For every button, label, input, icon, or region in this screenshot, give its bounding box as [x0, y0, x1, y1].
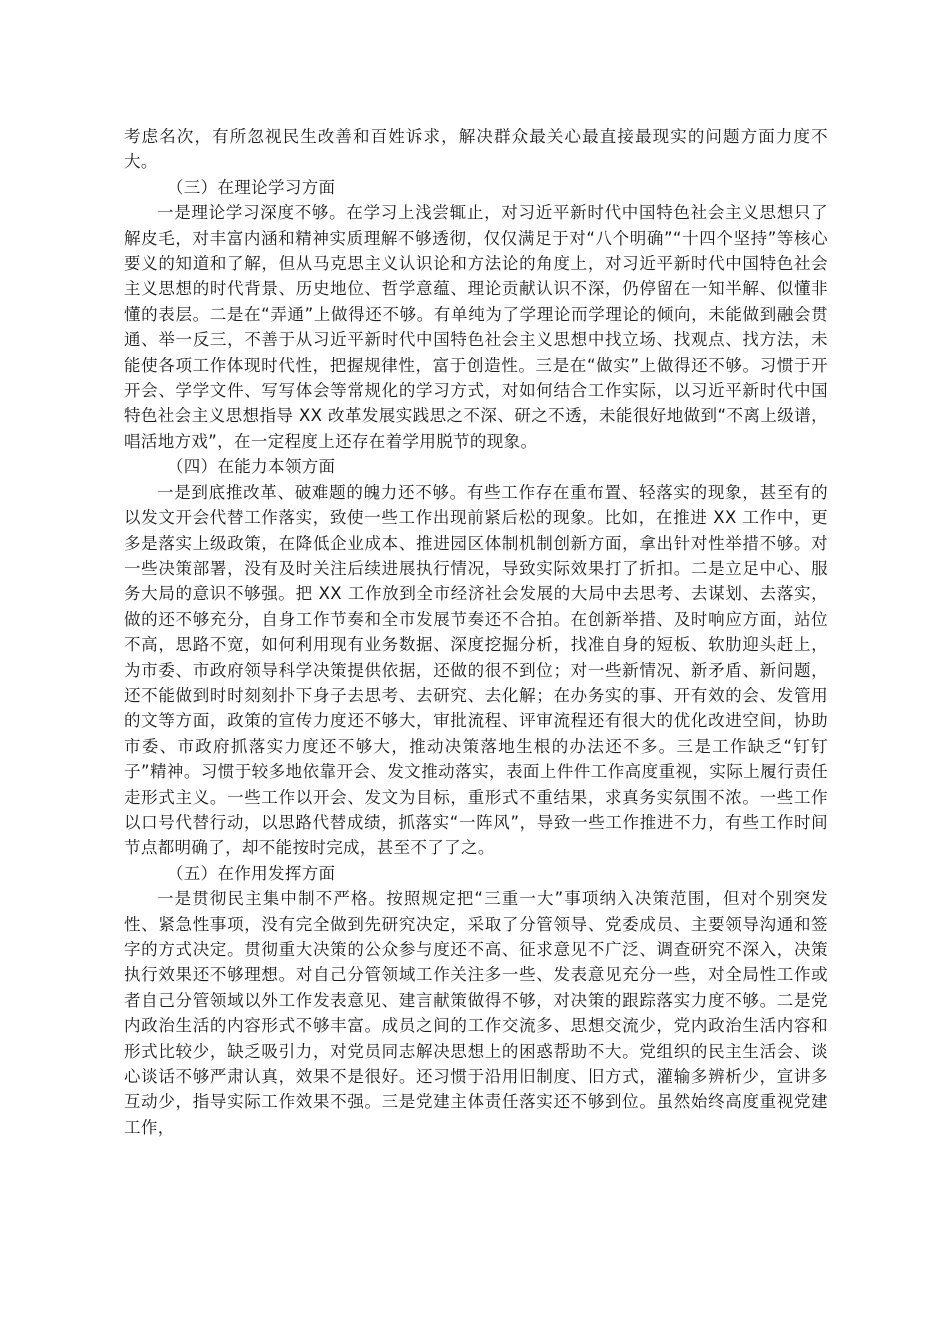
opening-paragraph: 考虑名次，有所忽视民生改善和百姓诉求，解决群众最关心最直接最现实的问题方面力度不大。 — [124, 127, 828, 172]
section-body-role: 一是贯彻民主集中制不严格。按照规定把“三重一大”事项纳入决策范围，但对个别突发性、紧急性事项，没有完全做到先研究决定，采取了分管领导、党委成员、主要领导沟通和签字的方式决定。贯彻重大决策的公众参与度还不高、征求意见不广泛、调查研究不深入，决策执行效果还不够理想。对自己分管领域工作关注多一些、发表意见充分一些，对全局性工作或者自己分管领域以外工作发表意见、建言献策做得不够，对决策的跟踪落实力度不够。二是党内政治生活的内容形式不够丰富。成员之间的工作交流多、思想交流少，党内政治生活内容和形式比较少，缺乏吸引力，对党员同志解决思想上的困惑帮助不大。党组织的民主生活会、谈心谈话不够严肃认真，效果不是很好。还习惯于沿用旧制度、旧方式，灌输多辨析少，宣讲多互动少，指导实际工作效果不强。三是党建主体责任落实还不够到位。虽然始终高度重视党建工作， — [124, 889, 828, 1137]
section-heading-ability: （四）在能力本领方面 — [166, 457, 336, 477]
section-heading-theory-study: （三）在理论学习方面 — [166, 177, 336, 197]
document-page — [124, 124, 828, 1140]
section-heading-role: （五）在作用发挥方面 — [166, 863, 336, 883]
section-body-ability: 一是到底推改革、破难题的魄力还不够。有些工作存在重布置、轻落实的现象，甚至有的以发文开会代替工作落实，致使一些工作出现前紧后松的现象。比如，在推进 XX 工作中，更多是落实上级政策，在降低企业成本、推进园区体制机制创新方面，拿出针对性举措不够。对一些决策部署，没有及时关注后续进展执行情况，导致实际效果打了折扣。二是立足中心、服务大局的意识不够强。把 XX 工作放到全市经济社会发展的大局中去思考、去谋划、去落实，做的还不够充分，自身工作节奏和全市发展节奏还不合拍。在创新举措、及时响应方面，站位不高，思路不宽，如何利用现有业务数据、深度挖掘分析，找准自身的短板、软肋迎头赶上，为市委、市政府领导科学决策提供依据，还做的很不到位；对一些新情况、新矛盾、新问题，还不能做到时时刻刻扑下身子去思考、去研究、去化解；在办务实的事、开有效的会、发管用的文等方面，政策的宣传力度还不够大，审批流程、评审流程还有很大的优化改进空间，协助市委、市政府抓落实力度还不够大，推动决策落地生根的办法还不多。三是工作缺乏“钉钉子”精神。习惯于较多地依靠开会、发文推动落实，表面上件件工作高度重视，实际上履行责任走形式主义。一些工作以开会、发文为目标，重形式不重结果，求真务实氛围不浓。一些工作以口号代替行动，以思路代替成绩，抓落实“一阵风”，导致一些工作推进不力，有些工作时间节点都明确了，却不能按时完成，甚至不了了之。 — [124, 482, 828, 858]
section-body-theory-study: 一是理论学习深度不够。在学习上浅尝辄止，对习近平新时代中国特色社会主义思想只了解皮毛，对丰富内涵和精神实质理解不够透彻，仅仅满足于对“八个明确”“十四个坚持”等核心要义的知道和了解，但从马克思主义认识论和方法论的角度上，对习近平新时代中国特色社会主义思想的时代背景、历史地位、哲学意蕴、理论贡献认识不深，仍停留在一知半解、似懂非懂的表层。二是在“弄通”上做得还不够。有单纯为了学理论而学理论的倾向，未能做到融会贯通、举一反三，不善于从习近平新时代中国特色社会主义思想中找立场、找观点、找方法，未能使各项工作体现时代性，把握规律性，富于创造性。三是在“做实”上做得还不够。习惯于开开会、学学文件、写写体会等常规化的学习方式，对如何结合工作实际，以习近平新时代中国特色社会主义思想指导 XX 改革发展实践思之不深、研之不透，未能很好地做到“不离上级谱，唱活地方戏”，在一定程度上还存在着学用脱节的现象。 — [124, 203, 828, 451]
